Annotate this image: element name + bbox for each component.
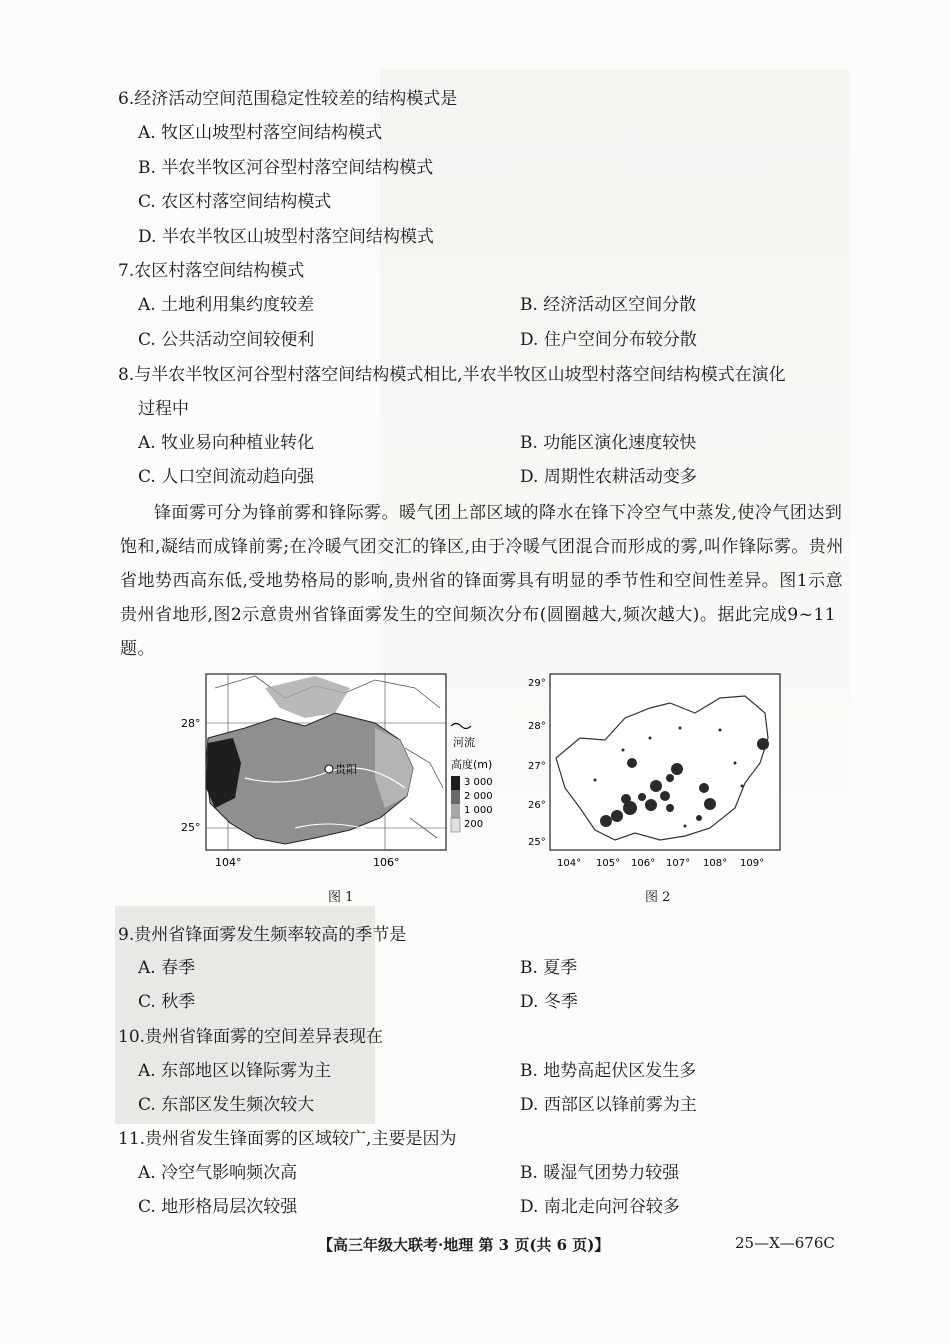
question-7-option-b: B. 经济活动区空间分散 (520, 295, 697, 315)
question-11-option-b: B. 暖湿气团势力较强 (520, 1163, 680, 1183)
fog-site (622, 749, 625, 752)
lat-label: 25° (181, 821, 201, 834)
question-10-option-a: A. 东部地区以锋际雾为主 (138, 1061, 332, 1081)
fog-site (684, 825, 687, 828)
lat-label: 28° (181, 717, 201, 730)
legend-swatch (451, 804, 460, 818)
figure-2-caption: 图 2 (645, 890, 671, 905)
question-8-stem-continued: 过程中 (138, 399, 189, 419)
lon-label: 105° (596, 858, 621, 869)
fog-site (666, 804, 674, 812)
legend-swatch (451, 790, 460, 804)
fog-site (696, 815, 702, 821)
question-6-option-b: B. 半农半牧区河谷型村落空间结构模式 (138, 158, 434, 178)
fog-site (699, 783, 709, 793)
question-9-option-b: B. 夏季 (520, 958, 578, 978)
lon-label: 108° (703, 858, 728, 869)
question-7-option-a: A. 土地利用集约度较差 (138, 295, 315, 315)
question-10-option-c: C. 东部区发生频次较大 (138, 1095, 315, 1115)
legend-swatch (451, 776, 460, 790)
legend-swatch (451, 818, 460, 832)
paper-code: 25—X—676C (735, 1234, 835, 1252)
page-footer: 【高三年级大联考·地理 第 3 页(共 6 页)】 (318, 1236, 610, 1254)
lon-label: 104° (215, 856, 242, 869)
guiyang-marker (325, 765, 333, 773)
question-7-stem: 7.农区村落空间结构模式 (118, 261, 305, 281)
question-11-option-c: C. 地形格局层次较强 (138, 1197, 298, 1217)
question-8-option-d: D. 周期性农耕活动变多 (520, 467, 697, 487)
fog-site (600, 815, 612, 827)
question-6-stem: 6.经济活动空间范围稳定性较差的结构模式是 (118, 89, 458, 109)
lat-label: 27° (528, 761, 546, 772)
fog-site (611, 810, 623, 822)
legend-river-label: 河流 (453, 736, 475, 749)
question-10-option-d: D. 西部区以锋前雾为主 (520, 1095, 697, 1115)
fog-site (719, 729, 722, 732)
figure-2-fog-frequency-map (520, 668, 790, 878)
question-9-stem: 9.贵州省锋面雾发生频率较高的季节是 (118, 925, 407, 945)
lon-label: 106° (631, 858, 656, 869)
question-9-option-d: D. 冬季 (520, 992, 578, 1012)
legend-title: 高度(m) (451, 758, 493, 771)
question-10-option-b: B. 地势高起伏区发生多 (520, 1061, 697, 1081)
question-6-option-a: A. 牧区山坡型村落空间结构模式 (138, 123, 383, 143)
fog-site (679, 727, 682, 730)
question-11-stem: 11.贵州省发生锋面雾的区域较广,主要是因为 (118, 1129, 457, 1149)
city-label: 贵阳 (335, 763, 357, 776)
fog-site (645, 799, 657, 811)
fog-site (671, 763, 683, 775)
question-11-option-a: A. 冷空气影响频次高 (138, 1163, 298, 1183)
fog-site (741, 785, 744, 788)
legend-value: 1 000 (464, 805, 493, 816)
reading-passage: 锋面雾可分为锋前雾和锋际雾。暖气团上部区域的降水在锋下冷空气中蒸发,使冷气团达到饱和,凝结而成锋前雾;在冷暖气团交汇的锋区,由于冷暖气团混合而形成的雾,叫作锋际雾。贵州省地势西高东低,受地势格局的影响,贵州省的锋面雾具有明显的季节性和空间性差异。图1示意贵州省地形,图2示意贵州省锋面雾发生的空间频次分布(圆圈越大,频次越大)。据此完成9~11题。 (120, 503, 844, 659)
fog-site (638, 793, 646, 801)
question-8-option-a: A. 牧业易向种植业转化 (138, 433, 315, 453)
fog-site (734, 762, 737, 765)
question-8-option-c: C. 人口空间流动趋向强 (138, 467, 315, 487)
lon-label: 109° (740, 858, 765, 869)
question-10-stem: 10.贵州省锋面雾的空间差异表现在 (118, 1027, 384, 1047)
question-11-option-d: D. 南北走向河谷较多 (520, 1197, 680, 1217)
figure-1-caption: 图 1 (328, 890, 354, 905)
fog-site (594, 779, 597, 782)
lat-label: 28° (528, 721, 546, 732)
legend-value: 3 000 (464, 777, 493, 788)
fog-site (627, 758, 637, 768)
fog-site (650, 780, 662, 792)
question-9-option-c: C. 秋季 (138, 992, 196, 1012)
lat-label: 26° (528, 800, 546, 811)
legend-value: 200 (464, 819, 484, 830)
fog-site (649, 737, 652, 740)
fog-site (704, 798, 716, 810)
question-9-option-a: A. 春季 (138, 958, 196, 978)
lat-label: 25° (528, 837, 546, 848)
fog-site (757, 738, 769, 750)
lon-label: 104° (557, 858, 582, 869)
fog-site (623, 801, 637, 815)
question-7-option-d: D. 住户空间分布较分散 (520, 330, 697, 350)
question-6-option-c: C. 农区村落空间结构模式 (138, 192, 332, 212)
question-7-option-c: C. 公共活动空间较便利 (138, 330, 315, 350)
question-8-option-b: B. 功能区演化速度较快 (520, 433, 697, 453)
figure-1-terrain-map (175, 668, 495, 878)
lon-label: 106° (373, 856, 400, 869)
river-legend-icon (451, 724, 471, 729)
question-8-stem: 8.与半农半牧区河谷型村落空间结构模式相比,半农半牧区山坡型村落空间结构模式在演化 (118, 365, 786, 385)
fog-site (660, 791, 670, 801)
question-6-option-d: D. 半农半牧区山坡型村落空间结构模式 (138, 227, 434, 247)
fog-site (666, 774, 674, 782)
lat-label: 29° (528, 678, 546, 689)
lon-label: 107° (666, 858, 691, 869)
legend-value: 2 000 (464, 791, 493, 802)
